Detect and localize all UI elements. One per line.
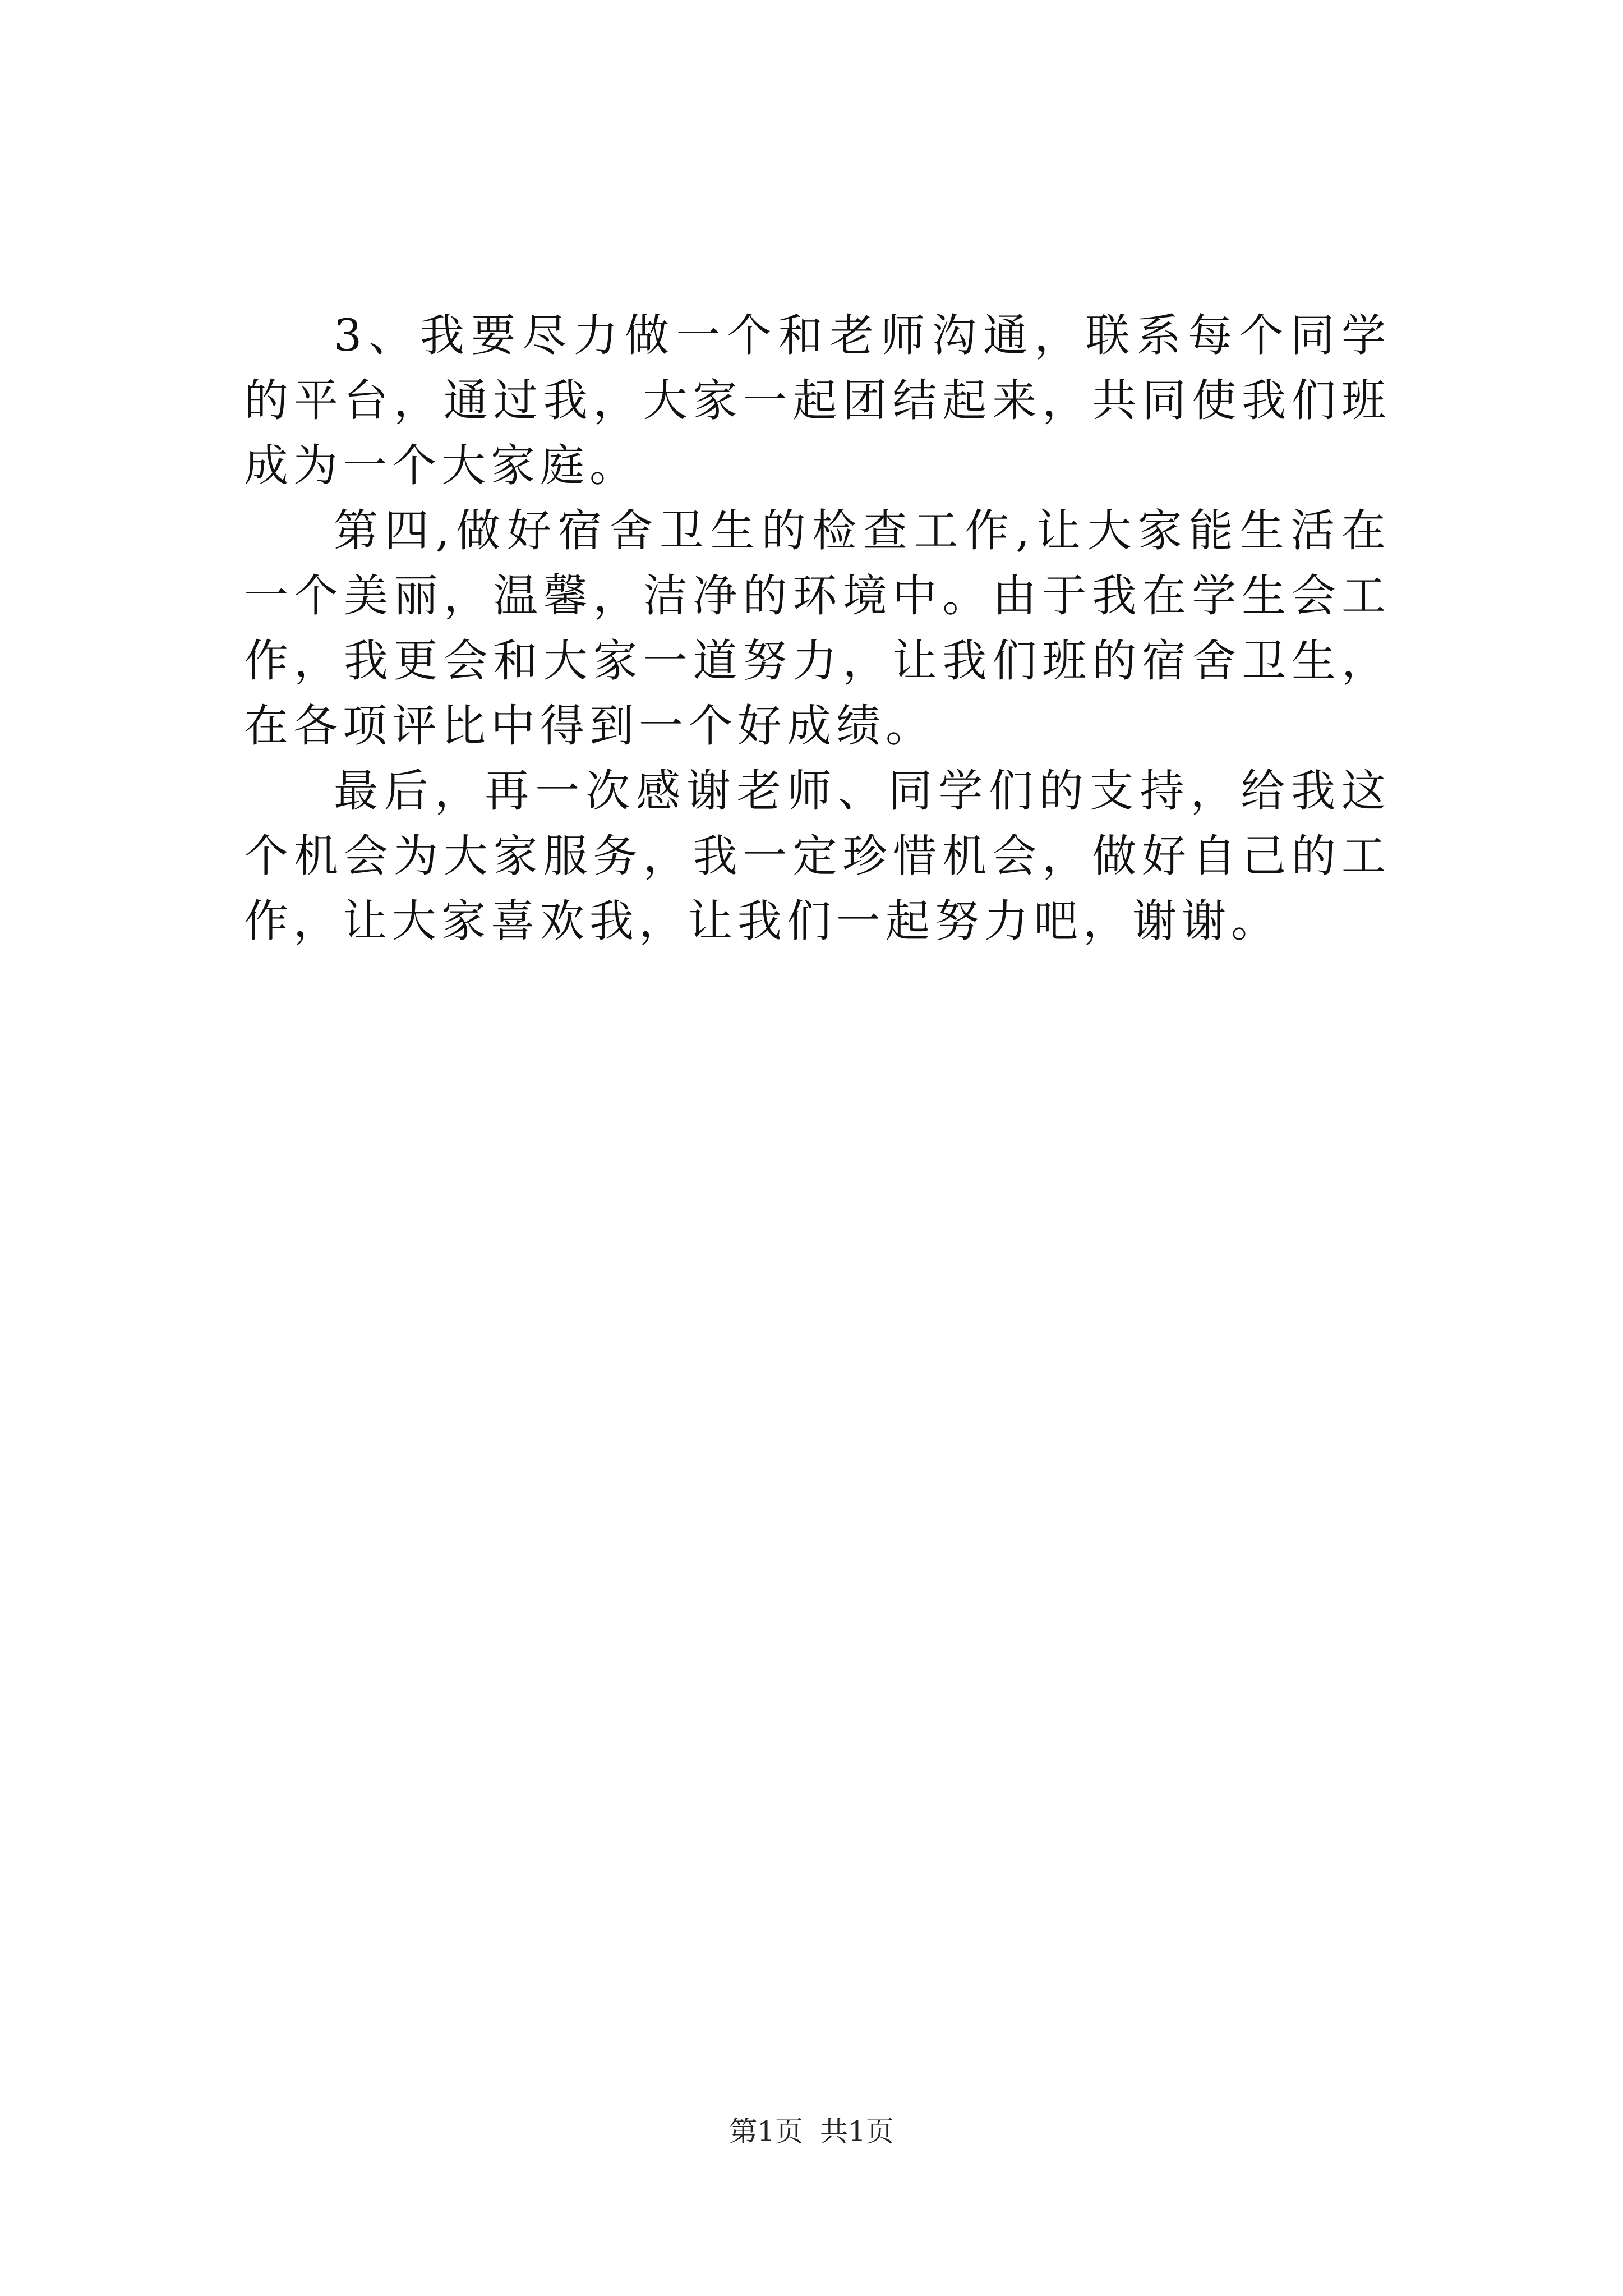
document-body [244, 303, 1391, 954]
paragraph-item-3: 3、我要尽力做一个和老师沟通，联系每个同学的平台，通过我，大家一起团结起来，共同使我们班成为一个大家庭。 [244, 310, 1391, 491]
paragraph-closing: 最后，再一次感谢老师、同学们的支持，给我这个机会为大家服务，我一定珍惜机会，做好自己的工作，让大家喜欢我，让我们一起努力吧，谢谢。 [244, 765, 1391, 947]
paragraph-fourth-dormitory: 第四,做好宿舍卫生的检查工作,让大家能生活在一个美丽，温馨，洁净的环境中。由于我在学生会工作，我更会和大家一道努力，让我们班的宿舍卫生，在各项评比中得到一个好成绩。 [244, 505, 1391, 752]
page-total: 共1页 [820, 2115, 894, 2148]
page-number: 第1页 [729, 2115, 803, 2148]
page-footer [0, 2115, 1623, 2148]
